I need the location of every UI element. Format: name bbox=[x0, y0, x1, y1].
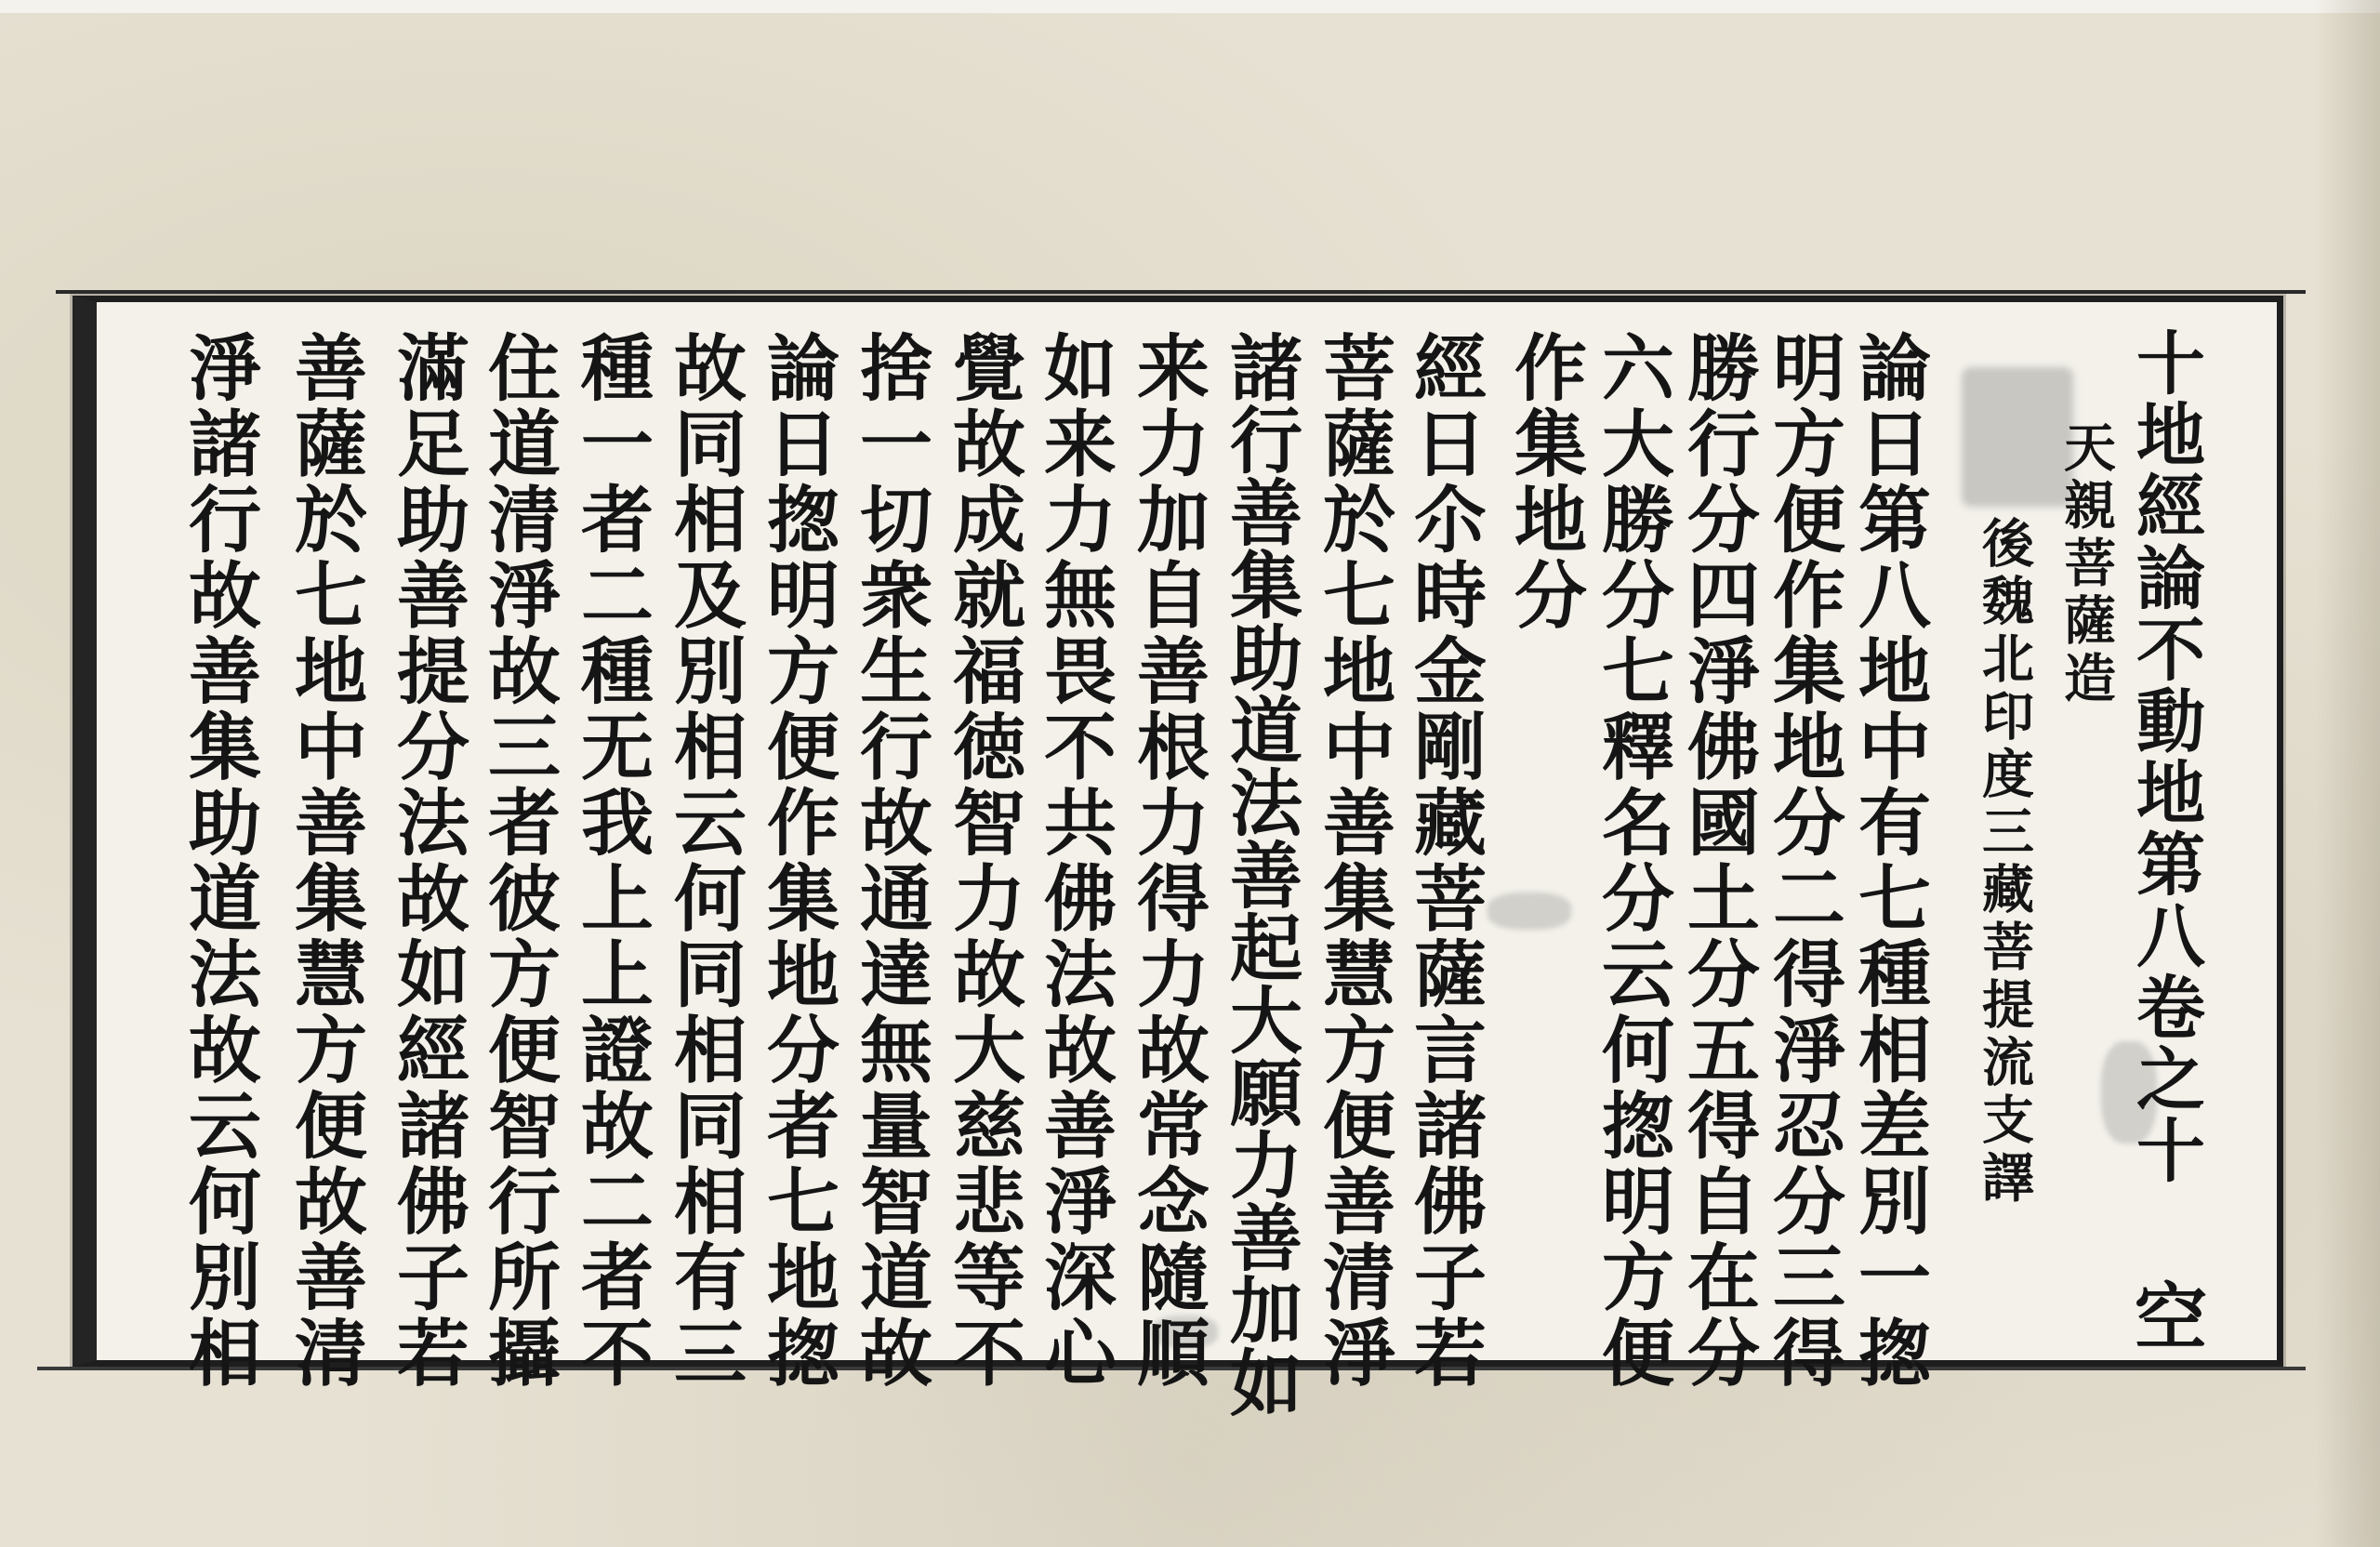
text-column-8: 諸行善集助道法善起大願力善加如 bbox=[1218, 330, 1302, 1418]
text-column-15: 種一者二種无我上上證故二者不 bbox=[569, 330, 654, 1391]
text-column-11: 覺故成就福徳智力故大慈悲等不 bbox=[941, 330, 1025, 1391]
translator-line: 後魏北印度三藏菩提流支譯 bbox=[1974, 516, 2035, 1208]
text-column-16: 住道清淨故三者彼方便智行所攝 bbox=[476, 330, 561, 1391]
text-column-18: 善薩於七地中善集慧方便故善清 bbox=[283, 330, 367, 1391]
text-column-9: 来力加自善根力得力故常念隨順 bbox=[1125, 330, 1210, 1391]
text-column-3: 勝行分四淨佛國土分五得自在分 bbox=[1675, 330, 1760, 1391]
text-column-1: 論日第八地中有七種相差別一揔 bbox=[1846, 330, 1931, 1391]
text-column-13: 論日揔明方便作集地分者七地揔 bbox=[755, 330, 840, 1391]
text-column-5: 作集地分 bbox=[1502, 330, 1587, 633]
page-edge-shadow bbox=[2315, 0, 2380, 1547]
author-line: 天親菩薩造 bbox=[2056, 420, 2117, 708]
text-column-17: 滿足助善提分法故如經諸佛子若 bbox=[385, 330, 469, 1391]
text-column-14: 故同相及別相云何同相同相有三 bbox=[662, 330, 747, 1391]
ink-smudge bbox=[1488, 892, 1571, 930]
text-column-7: 菩薩於七地中善集慧方便善清淨 bbox=[1311, 330, 1395, 1391]
text-column-10: 如来力無畏不共佛法故善淨深心 bbox=[1032, 330, 1117, 1391]
paper-fold bbox=[0, 0, 2380, 13]
text-column-6: 經日尒時金剛藏菩薩言諸佛子若 bbox=[1402, 330, 1487, 1391]
document-title: 十地經論不動地第八卷之十 bbox=[2125, 327, 2205, 1186]
text-column-12: 捨一切衆生行故通達無量智道故 bbox=[848, 330, 932, 1391]
text-column-4: 六大勝分七釋名分云何揔明方便 bbox=[1590, 330, 1674, 1391]
page-number: 空 bbox=[2135, 1276, 2208, 1360]
frame-top-rule bbox=[56, 290, 2306, 294]
text-column-19: 淨諸行故善集助道法故云何別相 bbox=[177, 330, 261, 1391]
text-column-2: 明方便作集地分二得淨忍分三得 bbox=[1761, 330, 1845, 1391]
